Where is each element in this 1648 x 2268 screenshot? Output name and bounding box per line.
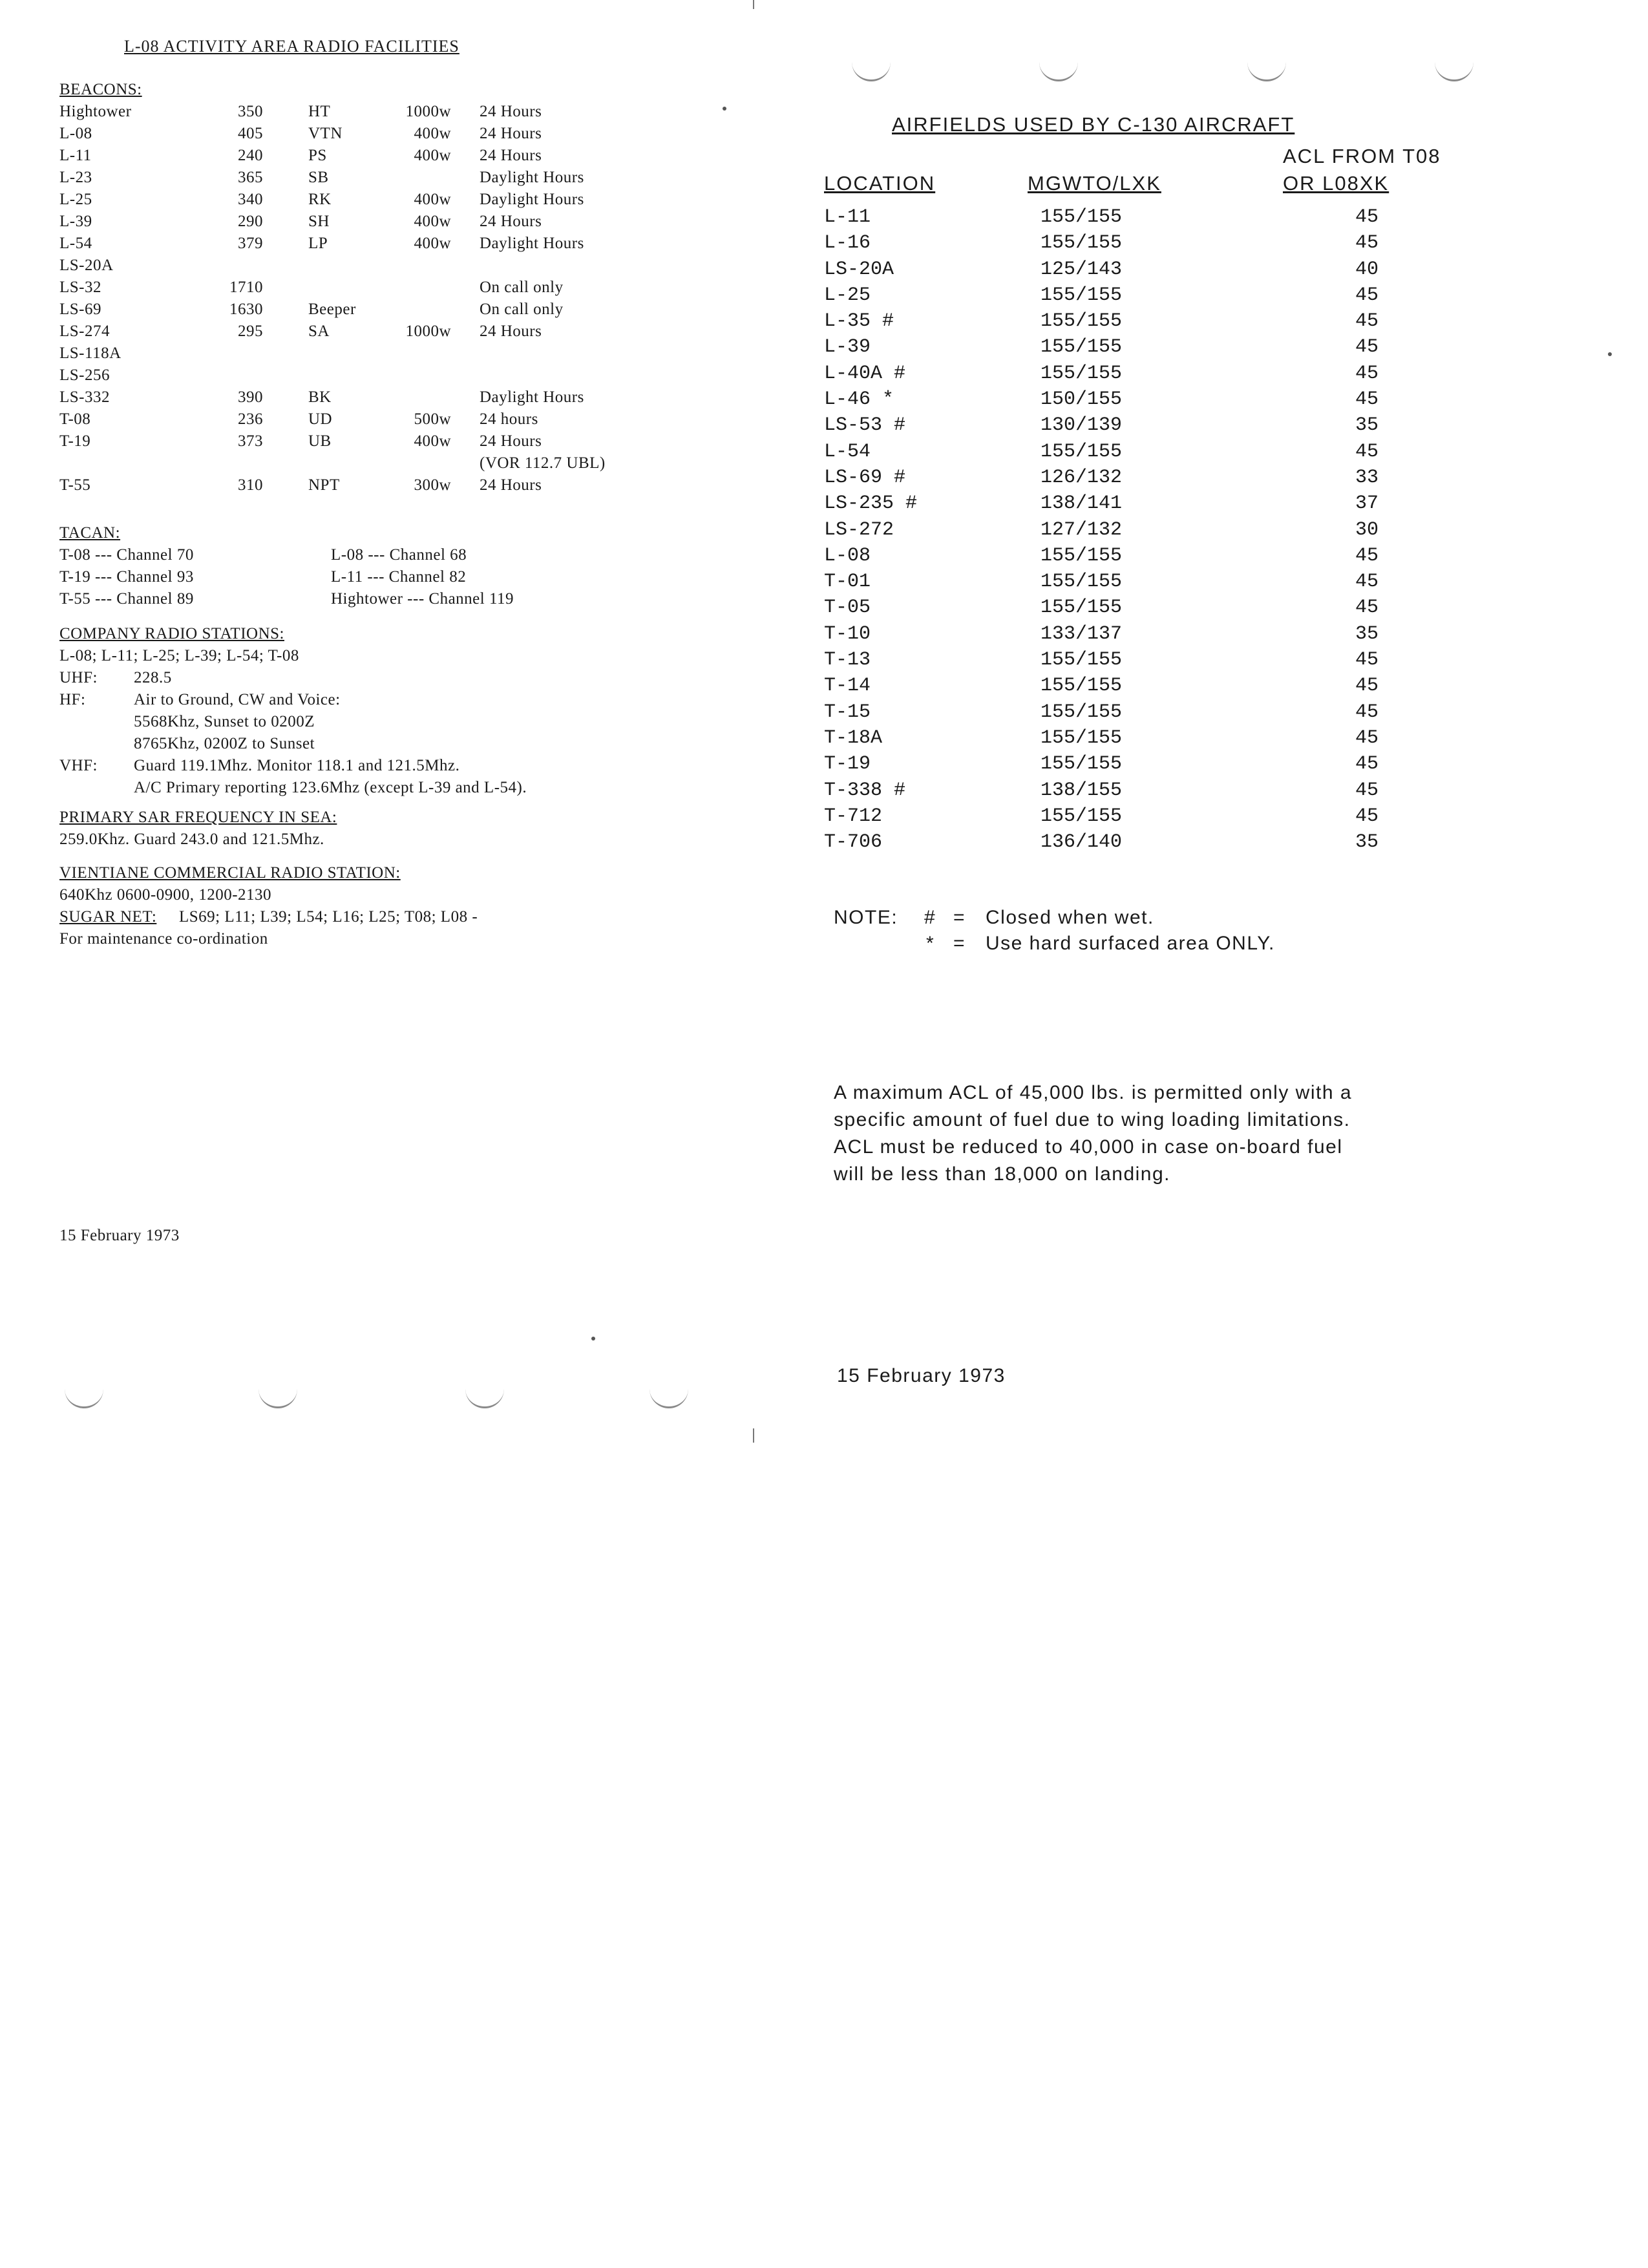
airfield-acl: 45 (1355, 649, 1379, 672)
sar-text: 259.0Khz. Guard 243.0 and 121.5Mhz. (59, 831, 324, 848)
airfield-acl: 45 (1355, 805, 1379, 827)
beacon-frequency: 295 (238, 323, 263, 340)
airfield-acl: 40 (1355, 258, 1379, 281)
beacon-hours: 24 Hours (480, 476, 542, 494)
airfield-acl: 45 (1355, 701, 1379, 723)
beacon-station: L-23 (59, 169, 92, 186)
vhf-line: A/C Primary reporting 123.6Mhz (except L-39 and L-54). (134, 779, 527, 796)
beacon-ident: BK (308, 388, 332, 406)
airfield-acl: 45 (1355, 284, 1379, 306)
beacon-power: 500w (414, 410, 451, 428)
punch-hole-decoration (259, 1388, 297, 1408)
punch-hole-decoration (852, 61, 891, 81)
tacan-label: TACAN: (59, 524, 121, 542)
tacan-row (59, 566, 467, 588)
airfield-acl: 45 (1355, 597, 1379, 619)
beacon-hours: (VOR 112.7 UBL) (480, 454, 606, 472)
mgwto-header: MGWTO/LXK (1028, 172, 1161, 195)
beacon-hours: 24 Hours (480, 103, 542, 120)
airfield-location: L-08 (824, 544, 871, 567)
beacon-row (59, 123, 542, 145)
paragraph-line: ACL must be reduced to 40,000 in case on-board fuel (834, 1136, 1343, 1158)
beacon-frequency: 240 (238, 147, 263, 164)
airfield-acl: 45 (1355, 753, 1379, 776)
airfield-location: LS-235 # (824, 493, 918, 515)
beacon-power: 400w (414, 213, 451, 230)
airfield-location: LS-272 (824, 518, 894, 541)
company-radio-section (59, 623, 738, 950)
airfield-mgwto: 155/155 (1041, 232, 1123, 255)
airfield-mgwto: 125/143 (1041, 258, 1123, 281)
airfield-location: L-54 (824, 440, 871, 463)
beacon-power: 400w (414, 191, 451, 208)
airfield-location: LS-20A (824, 258, 894, 281)
vhf-line: Guard 119.1Mhz. Monitor 118.1 and 121.5Mhz. (134, 757, 460, 774)
beacon-ident: UB (308, 432, 332, 450)
beacon-row (59, 255, 142, 277)
beacon-ident: RK (308, 191, 332, 208)
airfield-location: T-712 (824, 805, 883, 827)
punch-hole-decoration (650, 1388, 688, 1408)
airfield-location: T-14 (824, 675, 871, 697)
beacon-row (59, 474, 542, 496)
beacon-table (59, 101, 606, 496)
beacon-hours: Daylight Hours (480, 191, 584, 208)
note-symbol: * (926, 933, 935, 954)
airfield-acl: 45 (1355, 726, 1379, 749)
sugar-net-text-2: For maintenance co-ordination (59, 930, 268, 948)
beacon-row (59, 387, 584, 408)
airfield-location: T-338 # (824, 779, 906, 801)
beacon-power: 400w (414, 432, 451, 450)
beacon-hours: 24 Hours (480, 147, 542, 164)
airfield-mgwto: 130/139 (1041, 414, 1123, 437)
beacon-frequency: 1630 (229, 301, 263, 318)
beacon-hours: 24 hours (480, 410, 538, 428)
company-stations: L-08; L-11; L-25; L-39; L-54; T-08 (59, 647, 299, 664)
beacon-row (59, 277, 564, 299)
airfield-acl: 45 (1355, 232, 1379, 255)
airfield-acl: 45 (1355, 310, 1379, 333)
airfield-mgwto: 155/155 (1041, 753, 1123, 776)
airfield-mgwto: 155/155 (1041, 310, 1123, 333)
beacon-station: L-11 (59, 147, 92, 164)
airfield-mgwto: 155/155 (1041, 284, 1123, 306)
note-equals: = (953, 933, 966, 954)
airfield-mgwto: 155/155 (1041, 701, 1123, 723)
airfield-mgwto: 155/155 (1041, 597, 1123, 619)
punch-hole-decoration (1247, 61, 1286, 81)
punch-hole-decoration (1039, 61, 1078, 81)
airfield-mgwto: 155/155 (1041, 675, 1123, 697)
airfield-acl: 45 (1355, 544, 1379, 567)
airfield-mgwto: 127/132 (1041, 518, 1123, 541)
airfield-acl: 45 (1355, 388, 1379, 411)
airfield-mgwto: 155/155 (1041, 649, 1123, 672)
scan-speck (1608, 352, 1612, 356)
beacon-row (59, 408, 538, 430)
beacon-station: LS-20A (59, 257, 114, 274)
beacon-frequency: 350 (238, 103, 263, 120)
beacon-station: L-25 (59, 191, 92, 208)
beacon-station: T-19 (59, 432, 91, 450)
beacon-power: 1000w (405, 323, 451, 340)
airfield-mgwto: 150/155 (1041, 388, 1123, 411)
tacan-channel: T-08 --- Channel 70 (59, 546, 194, 564)
beacon-station: L-54 (59, 235, 92, 252)
beacon-hours: On call only (480, 301, 564, 318)
sugar-net-text: LS69; L11; L39; L54; L16; L25; T08; L08 - (179, 908, 478, 926)
beacon-row (59, 101, 542, 123)
beacon-ident: HT (308, 103, 331, 120)
airfield-location: LS-69 # (824, 466, 906, 489)
airfield-mgwto: 155/155 (1041, 544, 1123, 567)
beacon-hours: Daylight Hours (480, 169, 584, 186)
uhf-value: 228.5 (134, 669, 172, 686)
airfield-acl: 35 (1355, 622, 1379, 645)
beacon-frequency: 290 (238, 213, 263, 230)
beacon-hours: Daylight Hours (480, 235, 584, 252)
beacons-section (59, 79, 606, 496)
paragraph-line: will be less than 18,000 on landing. (834, 1163, 1170, 1185)
company-label: COMPANY RADIO STATIONS: (59, 625, 284, 642)
beacon-hours: Daylight Hours (480, 388, 584, 406)
beacon-power: 400w (414, 125, 451, 142)
beacon-ident: VTN (308, 125, 343, 142)
tacan-channel: L-08 --- Channel 68 (331, 546, 467, 564)
page-divider-mark (753, 0, 754, 9)
beacons-label: BEACONS: (59, 81, 142, 98)
beacon-station: LS-274 (59, 323, 110, 340)
tacan-channel: L-11 --- Channel 82 (331, 568, 467, 586)
beacon-frequency: 373 (238, 432, 263, 450)
beacon-frequency: 365 (238, 169, 263, 186)
airfield-location: T-706 (824, 831, 883, 854)
acl-header-line1: ACL FROM T08 (1283, 145, 1441, 167)
location-header: LOCATION (824, 172, 936, 195)
airfield-acl: 45 (1355, 336, 1379, 359)
hf-label: HF: (59, 691, 86, 708)
beacon-power: 400w (414, 235, 451, 252)
beacon-row (59, 211, 542, 233)
note-equals: = (953, 907, 966, 928)
beacon-station: LS-256 (59, 366, 110, 384)
airfield-location: T-18A (824, 726, 883, 749)
airfield-mgwto: 155/155 (1041, 805, 1123, 827)
paragraph-line: specific amount of fuel due to wing loading limitations. (834, 1109, 1351, 1130)
beacon-hours: 24 Hours (480, 323, 542, 340)
airfield-mgwto: 138/141 (1041, 493, 1123, 515)
airfield-location: L-11 (824, 206, 871, 228)
right-page-date: 15 February 1973 (837, 1365, 1006, 1386)
beacon-row (59, 299, 564, 321)
airfields-title: AIRFIELDS USED BY C-130 AIRCRAFT (892, 113, 1295, 136)
beacon-frequency: 379 (238, 235, 263, 252)
punch-hole-decoration (1435, 61, 1474, 81)
airfield-mgwto: 155/155 (1041, 336, 1123, 359)
tacan-channel: T-19 --- Channel 93 (59, 568, 194, 586)
beacon-station: LS-118A (59, 344, 121, 362)
note-label: NOTE: (834, 907, 898, 928)
airfield-location: L-25 (824, 284, 871, 306)
airfield-mgwto: 155/155 (1041, 362, 1123, 385)
beacon-frequency: 310 (238, 476, 263, 494)
airfield-acl: 45 (1355, 571, 1379, 593)
beacon-frequency: 390 (238, 388, 263, 406)
page-title: L-08 ACTIVITY AREA RADIO FACILITIES (124, 37, 460, 56)
airfield-acl: 45 (1355, 440, 1379, 463)
vientiane-label: VIENTIANE COMMERCIAL RADIO STATION: (59, 864, 401, 882)
acl-header-line2: OR L08XK (1283, 172, 1389, 195)
airfield-mgwto: 155/155 (1041, 726, 1123, 749)
beacon-ident: SB (308, 169, 329, 186)
paragraph-line: A maximum ACL of 45,000 lbs. is permitted only with a (834, 1082, 1353, 1103)
airfield-location: T-13 (824, 649, 871, 672)
airfield-location: L-46 * (824, 388, 894, 411)
airfield-location: T-05 (824, 597, 871, 619)
note-text: Use hard surfaced area ONLY. (986, 933, 1275, 954)
uhf-label: UHF: (59, 669, 98, 686)
beacon-ident: NPT (308, 476, 340, 494)
airfield-mgwto: 155/155 (1041, 440, 1123, 463)
tacan-table (59, 544, 514, 610)
beacon-frequency: 236 (238, 410, 263, 428)
beacon-ident: UD (308, 410, 333, 428)
scan-speck (723, 107, 726, 111)
airfield-mgwto: 155/155 (1041, 206, 1123, 228)
tacan-row (59, 544, 467, 566)
beacon-station: T-55 (59, 476, 91, 494)
beacon-frequency: 405 (238, 125, 263, 142)
beacon-station: L-08 (59, 125, 92, 142)
tacan-channel: Hightower --- Channel 119 (331, 590, 514, 608)
notes-section (834, 905, 1486, 957)
beacon-row (59, 365, 142, 387)
airfield-location: L-35 # (824, 310, 894, 333)
beacon-row (59, 452, 606, 474)
sugar-net-label: SUGAR NET: (59, 908, 157, 926)
scan-speck (591, 1337, 595, 1341)
airfield-location: L-39 (824, 336, 871, 359)
beacon-ident: SH (308, 213, 330, 230)
vientiane-text: 640Khz 0600-0900, 1200-2130 (59, 886, 272, 904)
sar-label: PRIMARY SAR FREQUENCY IN SEA: (59, 809, 337, 826)
tacan-channel: T-55 --- Channel 89 (59, 590, 194, 608)
airfield-mgwto: 138/155 (1041, 779, 1123, 801)
note-symbol: # (924, 907, 936, 928)
punch-hole-decoration (465, 1388, 504, 1408)
beacon-ident: SA (308, 323, 330, 340)
airfield-mgwto: 155/155 (1041, 571, 1123, 593)
airfield-location: T-10 (824, 622, 871, 645)
beacon-row (59, 321, 542, 343)
beacon-frequency: 1710 (229, 279, 263, 296)
beacon-station: LS-332 (59, 388, 110, 406)
beacon-ident: PS (308, 147, 327, 164)
beacon-power: 400w (414, 147, 451, 164)
airfield-acl: 45 (1355, 362, 1379, 385)
beacon-row (59, 145, 542, 167)
beacon-station: T-08 (59, 410, 91, 428)
beacon-station: LS-32 (59, 279, 101, 296)
beacon-ident: LP (308, 235, 328, 252)
page-divider-mark (753, 1428, 754, 1443)
airfield-location: T-15 (824, 701, 871, 723)
beacon-station: Hightower (59, 103, 132, 120)
acl-paragraph (834, 1079, 1480, 1188)
beacon-row (59, 233, 584, 255)
airfield-acl: 45 (1355, 779, 1379, 801)
hf-line: Air to Ground, CW and Voice: (134, 691, 341, 708)
beacon-power: 1000w (405, 103, 451, 120)
airfield-acl: 30 (1355, 518, 1379, 541)
airfield-location: T-19 (824, 753, 871, 776)
airfield-acl: 45 (1355, 675, 1379, 697)
beacon-row (59, 167, 584, 189)
airfield-location: LS-53 # (824, 414, 906, 437)
beacon-row (59, 430, 542, 452)
airfield-acl: 33 (1355, 466, 1379, 489)
hf-line: 8765Khz, 0200Z to Sunset (134, 735, 315, 752)
note-text: Closed when wet. (986, 907, 1154, 928)
beacon-power: 300w (414, 476, 451, 494)
airfield-mgwto: 126/132 (1041, 466, 1123, 489)
airfield-mgwto: 136/140 (1041, 831, 1123, 854)
airfield-acl: 35 (1355, 831, 1379, 854)
tacan-row (59, 588, 514, 610)
hf-line: 5568Khz, Sunset to 0200Z (134, 713, 315, 730)
beacon-hours: 24 Hours (480, 125, 542, 142)
beacon-station: LS-69 (59, 301, 101, 318)
vhf-label: VHF: (59, 757, 98, 774)
beacon-hours: On call only (480, 279, 564, 296)
beacon-hours: 24 Hours (480, 213, 542, 230)
beacon-row (59, 343, 142, 365)
beacon-hours: 24 Hours (480, 432, 542, 450)
beacon-row (59, 189, 584, 211)
beacon-frequency: 340 (238, 191, 263, 208)
airfield-acl: 37 (1355, 493, 1379, 515)
beacon-ident: Beeper (308, 301, 356, 318)
airfield-location: L-16 (824, 232, 871, 255)
airfield-acl: 45 (1355, 206, 1379, 228)
tacan-section (59, 522, 514, 610)
airfield-location: L-40A # (824, 362, 906, 385)
beacon-station: L-39 (59, 213, 92, 230)
punch-hole-decoration (65, 1388, 103, 1408)
airfield-location: T-01 (824, 571, 871, 593)
airfield-mgwto: 133/137 (1041, 622, 1123, 645)
airfield-acl: 35 (1355, 414, 1379, 437)
left-page-date: 15 February 1973 (59, 1227, 180, 1244)
